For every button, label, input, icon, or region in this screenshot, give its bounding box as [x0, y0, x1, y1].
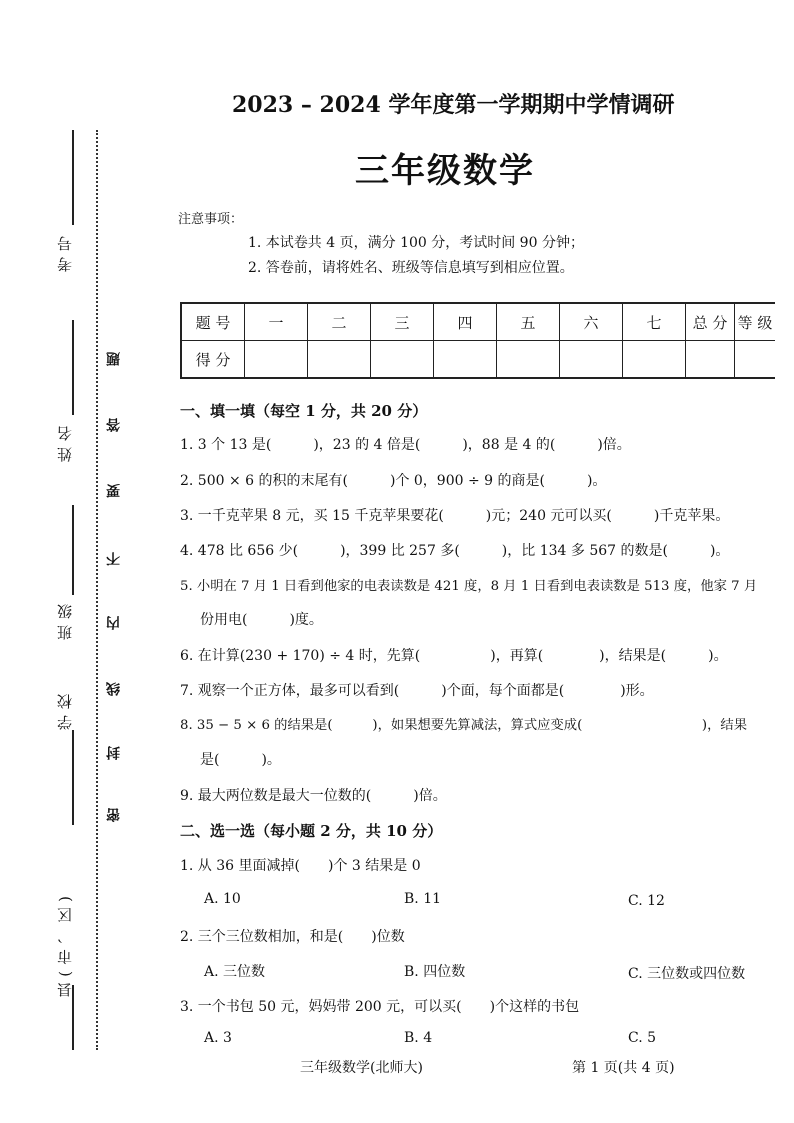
table-cell: 得 分 [181, 341, 245, 379]
seal-char: 不 [106, 552, 122, 566]
table-cell: 四 [434, 303, 497, 341]
question-item: 2. 500 × 6 的积的末尾有( )个 0，900 ÷ 9 的商是( )。 [180, 473, 607, 489]
question-continuation: 是( )。 [200, 752, 281, 768]
table-cell: 二 [308, 303, 371, 341]
school-label: 学校 [56, 688, 74, 730]
question-item: 7. 观察一个正方体，最多可以看到( )个面，每个面都是( )形。 [180, 683, 654, 699]
table-cell: 总 分 [686, 303, 735, 341]
question-continuation: 份用电( )度。 [200, 612, 323, 628]
seal-char: 答 [106, 418, 122, 432]
table-cell: 六 [560, 303, 623, 341]
seal-char: 密 [106, 808, 122, 822]
seal-char: 题 [106, 352, 122, 366]
question-item: 4. 478 比 656 少( )，399 比 257 多( )，比 134 多 567 的数是( )。 [180, 543, 730, 559]
table-cell: 三 [371, 303, 434, 341]
score-table-score-row [181, 341, 775, 379]
question-item: 6. 在计算(230 + 170) ÷ 4 时，先算( )，再算( )，结果是( )。 [180, 648, 728, 664]
option-b: B. 11 [404, 891, 442, 907]
question-item: 1. 从 36 里面减掉( )个 3 结果是 0 [180, 858, 421, 874]
question-item: 3. 一个书包 50 元，妈妈带 200 元，可以买( )个这样的书包 [180, 999, 580, 1015]
name-label: 姓名 [56, 420, 74, 462]
note-item: 2. 答卷前，请将姓名、班级等信息填写到相应位置。 [248, 260, 574, 276]
score-entry-cell[interactable] [623, 341, 686, 379]
table-cell: 一 [245, 303, 308, 341]
question-item: 9. 最大两位数是最大一位数的( )倍。 [180, 788, 447, 804]
question-item: 8. 35 − 5 × 6 的结果是( )，如果想要先算减法，算式应变成( )，结果 [180, 718, 748, 733]
option-c: C. 三位数或四位数 [628, 966, 746, 982]
exam-number-label: 考号 [56, 230, 74, 272]
footer-subject: 三年级数学(北师大) [300, 1060, 423, 1076]
exam-title: 2023 – 2024 学年度第一学期期中学情调研 [232, 92, 675, 118]
option-b: B. 4 [404, 1030, 433, 1046]
score-entry-cell[interactable] [308, 341, 371, 379]
table-cell: 七 [623, 303, 686, 341]
seal-char: 内 [106, 616, 122, 630]
name-line [72, 320, 74, 415]
option-c: C. 5 [628, 1030, 657, 1046]
score-table [180, 302, 775, 379]
score-entry-cell[interactable] [686, 341, 735, 379]
question-item: 5. 小明在 7 月 1 日看到他家的电表读数是 421 度，8 月 1 日看到电表读数是 513 度，他家 7 月 [180, 579, 758, 594]
seal-char: 线 [106, 682, 122, 696]
seal-char: 封 [106, 746, 122, 760]
score-entry-cell[interactable] [497, 341, 560, 379]
county-label: 县(市、区) [56, 890, 74, 998]
note-item: 1. 本试卷共 4 页，满分 100 分，考试时间 90 分钟； [248, 235, 584, 251]
section-title: 一、填一填（每空 1 分，共 20 分） [180, 402, 428, 420]
seal-char: 要 [106, 484, 122, 498]
score-entry-cell[interactable] [735, 341, 776, 379]
notes-heading: 注意事项： [178, 212, 244, 227]
score-entry-cell[interactable] [434, 341, 497, 379]
exam-number-line [72, 130, 74, 225]
score-table-header-row [181, 303, 775, 341]
option-a: A. 三位数 [204, 964, 266, 980]
class-label: 班级 [56, 598, 74, 640]
class-line [72, 505, 74, 595]
score-entry-cell[interactable] [245, 341, 308, 379]
table-cell: 五 [497, 303, 560, 341]
footer-page-number: 第 1 页(共 4 页) [572, 1060, 675, 1076]
subject-title: 三年级数学 [355, 151, 535, 191]
score-entry-cell[interactable] [560, 341, 623, 379]
score-entry-cell[interactable] [371, 341, 434, 379]
option-c: C. 12 [628, 893, 665, 909]
question-item: 2. 三个三位数相加，和是( )位数 [180, 929, 405, 945]
question-item: 3. 一千克苹果 8 元，买 15 千克苹果要花( )元；240 元可以买( )千克苹果。 [180, 508, 730, 524]
school-line [72, 730, 74, 825]
seal-dotted-line [96, 130, 98, 1050]
option-a: A. 10 [204, 891, 241, 907]
option-b: B. 四位数 [404, 964, 466, 980]
option-a: A. 3 [204, 1030, 232, 1046]
table-cell: 等 级 [735, 303, 776, 341]
section-title: 二、选一选（每小题 2 分，共 10 分） [180, 822, 443, 840]
question-item: 1. 3 个 13 是( )，23 的 4 倍是( )，88 是 4 的( )倍。 [180, 437, 631, 453]
table-cell: 题 号 [181, 303, 245, 341]
